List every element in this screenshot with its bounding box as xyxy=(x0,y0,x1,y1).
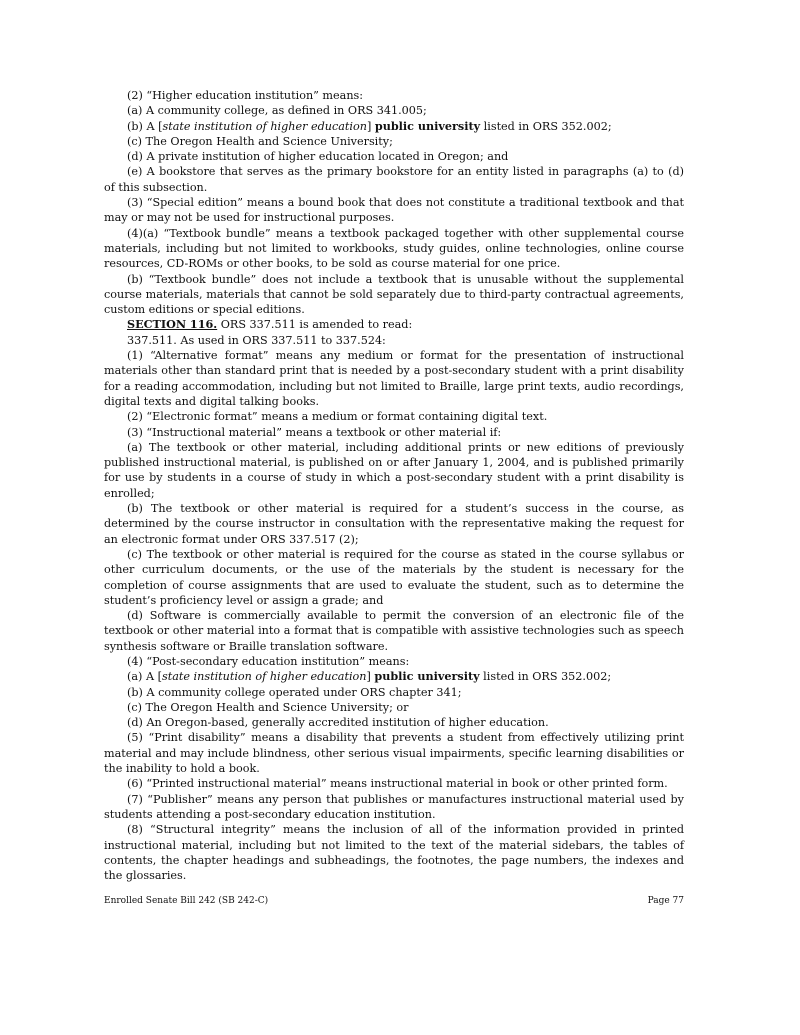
paragraph: (6) “Printed instructional material” means instructional material in book or other printed form. xyxy=(127,777,668,791)
paragraph: (7) “Publisher” means any person that publishes or manufactures instructional material used by students attending a post-secondary education institution. xyxy=(104,792,684,821)
paragraph: (8) “Structural integrity” means the inclusion of all of the information provided in printed instructional material, including but not limited to the text of the material sidebars, the tables of contents, the chapter headings and subheadings, the footnotes, the page numbers, the indexes and the glossaries. xyxy=(104,823,684,883)
paragraph: (3) “Instructional material” means a textbook or other material if: xyxy=(127,425,502,439)
paragraph: (2) “Electronic format” means a medium or format containing digital text. xyxy=(127,410,548,424)
paragraph: (c) The textbook or other material is required for the course as stated in the course syllabus or other curriculum documents, or the use of the materials by the student is necessary for the completion of course assignments that are used to evaluate the student, such as to determine the student’s proficiency level or assign a grade; and xyxy=(104,547,684,607)
text-run: (a) A [ xyxy=(127,670,162,684)
document-body xyxy=(104,88,684,883)
text-run: (b) A [ xyxy=(127,119,163,133)
page-footer xyxy=(104,896,684,906)
paragraph: (c) The Oregon Health and Science University; or xyxy=(127,700,409,714)
deleted-text: state institution of higher education xyxy=(162,119,367,133)
paragraph: (5) “Print disability” means a disability that prevents a student from effectively utilizing print material and may include blindness, other serious visual impairments, specific learning disabilities or the inability to hold a book. xyxy=(104,731,684,776)
paragraph: (1) “Alternative format” means any medium or format for the presentation of instructional materials other than standard print that is needed by a post-secondary student with a print disability for a reading accommodation, including but not limited to Braille, large print texts, audio recordings, digital texts and digital talking books. xyxy=(104,349,684,408)
text-run: listed in ORS 352.002; xyxy=(479,670,612,684)
paragraph: (b) A community college operated under ORS chapter 341; xyxy=(127,685,462,699)
text-run: listed in ORS 352.002; xyxy=(480,119,612,133)
paragraph: (b) The textbook or other material is required for a student’s success in the course, as determined by the course instructor in consultation with the representative making the request for an electronic format under ORS 337.517 (2); xyxy=(104,502,684,546)
paragraph: (d) A private institution of higher education located in Oregon; and xyxy=(127,150,509,164)
paragraph: (3) “Special edition” means a bound book that does not constitute a traditional textbook and that may or may not be used for instructional purposes. xyxy=(104,196,684,225)
paragraph: (d) Software is commercially available to permit the conversion of an electronic file of the textbook or other material into a format that is compatible with assistive technologies such as speech synthesis software or Braille translation software. xyxy=(104,609,684,653)
paragraph xyxy=(104,119,684,134)
paragraph: (e) A bookstore that serves as the primary bookstore for an entity listed in paragraphs (a) to (d) of this subsection. xyxy=(104,165,684,194)
inserted-text: public university xyxy=(374,118,481,133)
paragraph: 337.511. As used in ORS 337.511 to 337.524: xyxy=(127,333,386,347)
bill-identifier: Enrolled Senate Bill 242 (SB 242-C) xyxy=(104,896,269,906)
paragraph: (b) “Textbook bundle” does not include a textbook that is unusable without the supplemental course materials, materials that cannot be sold separately due to third-party contractual agreements, custom editions or special editions. xyxy=(104,272,684,317)
paragraph: (c) The Oregon Health and Science University; xyxy=(127,134,393,148)
text-run: ] xyxy=(366,119,375,133)
page-number: Page 77 xyxy=(647,896,684,906)
paragraph: (4) “Post-secondary education institution” means: xyxy=(127,654,410,668)
paragraph: (2) “Higher education institution” means: xyxy=(127,89,364,102)
paragraph: (a) The textbook or other material, including additional prints or new editions of previously published instructional material, is published on or after January 1, 2004, and is published primarily for use by students in a course of study in which a post-secondary student with a print disability is enrolled; xyxy=(104,440,684,500)
section-heading xyxy=(104,317,684,332)
paragraph xyxy=(104,669,684,684)
text-run: ORS 337.511 is amended to read: xyxy=(217,318,413,332)
inserted-text: public university xyxy=(374,669,480,684)
paragraph: (4)(a) “Textbook bundle” means a textbook packaged together with other supplemental course materials, including but not limited to workbooks, study guides, online technologies, online course resources, CD-ROMs or other books, to be sold as course material for one price. xyxy=(104,226,684,271)
text-run: ] xyxy=(366,670,375,684)
deleted-text: state institution of higher education xyxy=(161,670,367,684)
paragraph: (d) An Oregon-based, generally accredited institution of higher education. xyxy=(127,716,549,730)
paragraph: (a) A community college, as defined in ORS 341.005; xyxy=(127,104,427,118)
section-number: SECTION 116. xyxy=(127,317,218,332)
